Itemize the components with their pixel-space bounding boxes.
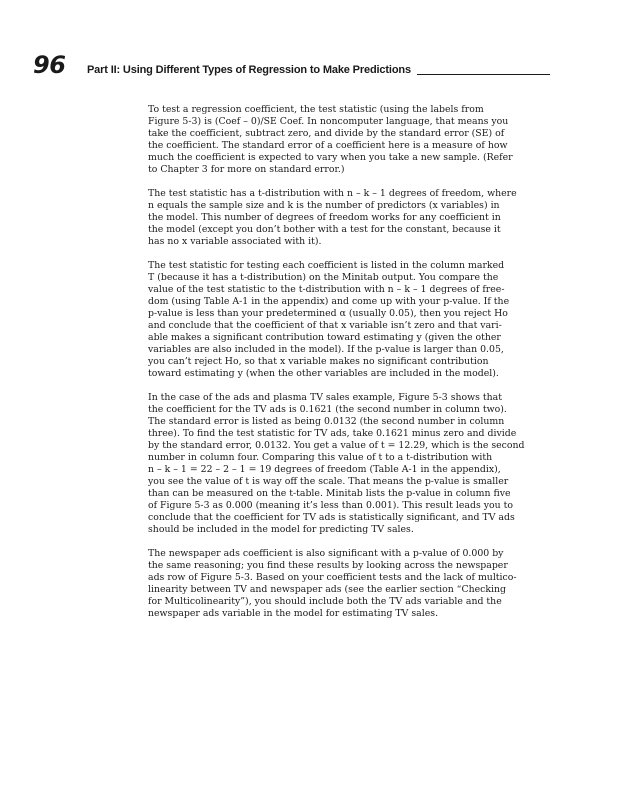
paragraph: [148, 260, 553, 380]
text-line: and conclude that the coefficient of that x variable isn’t zero and that vari-: [148, 320, 502, 331]
text-line: The newspaper ads coefficient is also significant with a p-value of 0.000 by: [148, 548, 504, 559]
text-line: for Multicolinearity”), you should include both the TV ads variable and the: [148, 596, 502, 607]
text-line: number in column four. Comparing this value of t to a t-distribution with: [148, 452, 493, 463]
text-line: the model. This number of degrees of freedom works for any coefficient in: [148, 212, 501, 223]
paragraph: [148, 188, 553, 248]
paragraph: [148, 104, 553, 176]
text-line: the coefficient for the TV ads is 0.1621 (the second number in column two).: [148, 404, 507, 415]
page-number: 96: [33, 51, 66, 79]
text-line: by the standard error, 0.0132. You get a value of t = 12.29, which is the second: [148, 440, 525, 451]
text-line: much the coefficient is expected to vary when you take a new sample. (Refer: [148, 152, 513, 163]
text-line: three). To find the test statistic for TV ads, take 0.1621 minus zero and divide: [148, 428, 517, 439]
text-line: you see the value of t is way off the scale. That means the p-value is smaller: [148, 476, 509, 487]
text-line: the coefficient. The standard error of a coefficient here is a measure of how: [148, 140, 508, 151]
text-line: The test statistic for testing each coefficient is listed in the column marked: [148, 260, 505, 271]
text-line: The test statistic has a t-distribution with n – k – 1 degrees of freedom, where: [148, 188, 517, 199]
text-line: dom (using Table A-1 in the appendix) and come up with your p-value. If the: [148, 296, 510, 307]
text-line: value of the test statistic to the t-distribution with n – k – 1 degrees of free-: [148, 284, 505, 295]
text-line: The standard error is listed as being 0.0132 (the second number in column: [148, 416, 505, 427]
text-line: Figure 5-3) is (Coef – 0)/SE Coef. In noncomputer language, that means you: [148, 116, 509, 127]
text-line: you can’t reject Ho, so that x variable makes no significant contribution: [148, 356, 489, 367]
paragraph: [148, 548, 553, 620]
text-line: able makes a significant contribution toward estimating y (given the other: [148, 332, 501, 343]
text-line: In the case of the ads and plasma TV sales example, Figure 5-3 shows that: [148, 392, 502, 403]
text-line: n equals the sample size and k is the number of predictors (x variables) in: [148, 200, 500, 211]
text-line: to Chapter 3 for more on standard error.): [148, 164, 345, 175]
text-line: linearity between TV and newspaper ads (see the earlier section “Checking: [148, 584, 507, 595]
text-line: of Figure 5-3 as 0.000 (meaning it’s less than 0.001). This result leads you to: [148, 500, 513, 511]
text-line: n – k – 1 = 22 – 2 – 1 = 19 degrees of freedom (Table A-1 in the appendix),: [148, 464, 501, 475]
text-line: than can be measured on the t-table. Minitab lists the p-value in column five: [148, 488, 511, 499]
text-line: the same reasoning; you find these results by looking across the newspaper: [148, 560, 508, 571]
text-line: should be included in the model for predicting TV sales.: [148, 524, 414, 535]
paragraph: [148, 392, 553, 536]
text-line: ads row of Figure 5-3. Based on your coefficient tests and the lack of multico-: [148, 572, 517, 583]
text-line: has no x variable associated with it).: [148, 236, 322, 247]
text-line: variables are also included in the model). If the p-value is larger than 0.05,: [148, 344, 504, 355]
text-line: toward estimating y (when the other variables are included in the model).: [148, 368, 499, 379]
text-line: T (because it has a t-distribution) on the Minitab output. You compare the: [148, 272, 499, 283]
running-head-title: Part II: Using Different Types of Regression to Make Predictions: [87, 64, 411, 76]
text-line: the model (except you don’t bother with a test for the constant, because it: [148, 224, 501, 235]
text-line: To test a regression coefficient, the test statistic (using the labels from: [148, 104, 484, 115]
running-head-rule: [417, 74, 550, 75]
running-head: [87, 65, 550, 76]
body-text: [148, 104, 553, 632]
text-line: take the coefficient, subtract zero, and divide by the standard error (SE) of: [148, 128, 505, 139]
text-line: newspaper ads variable in the model for estimating TV sales.: [148, 608, 439, 619]
text-line: p-value is less than your predetermined α (usually 0.05), then you reject Ho: [148, 308, 508, 319]
text-line: conclude that the coefficient for TV ads is statistically significant, and TV ads: [148, 512, 515, 523]
